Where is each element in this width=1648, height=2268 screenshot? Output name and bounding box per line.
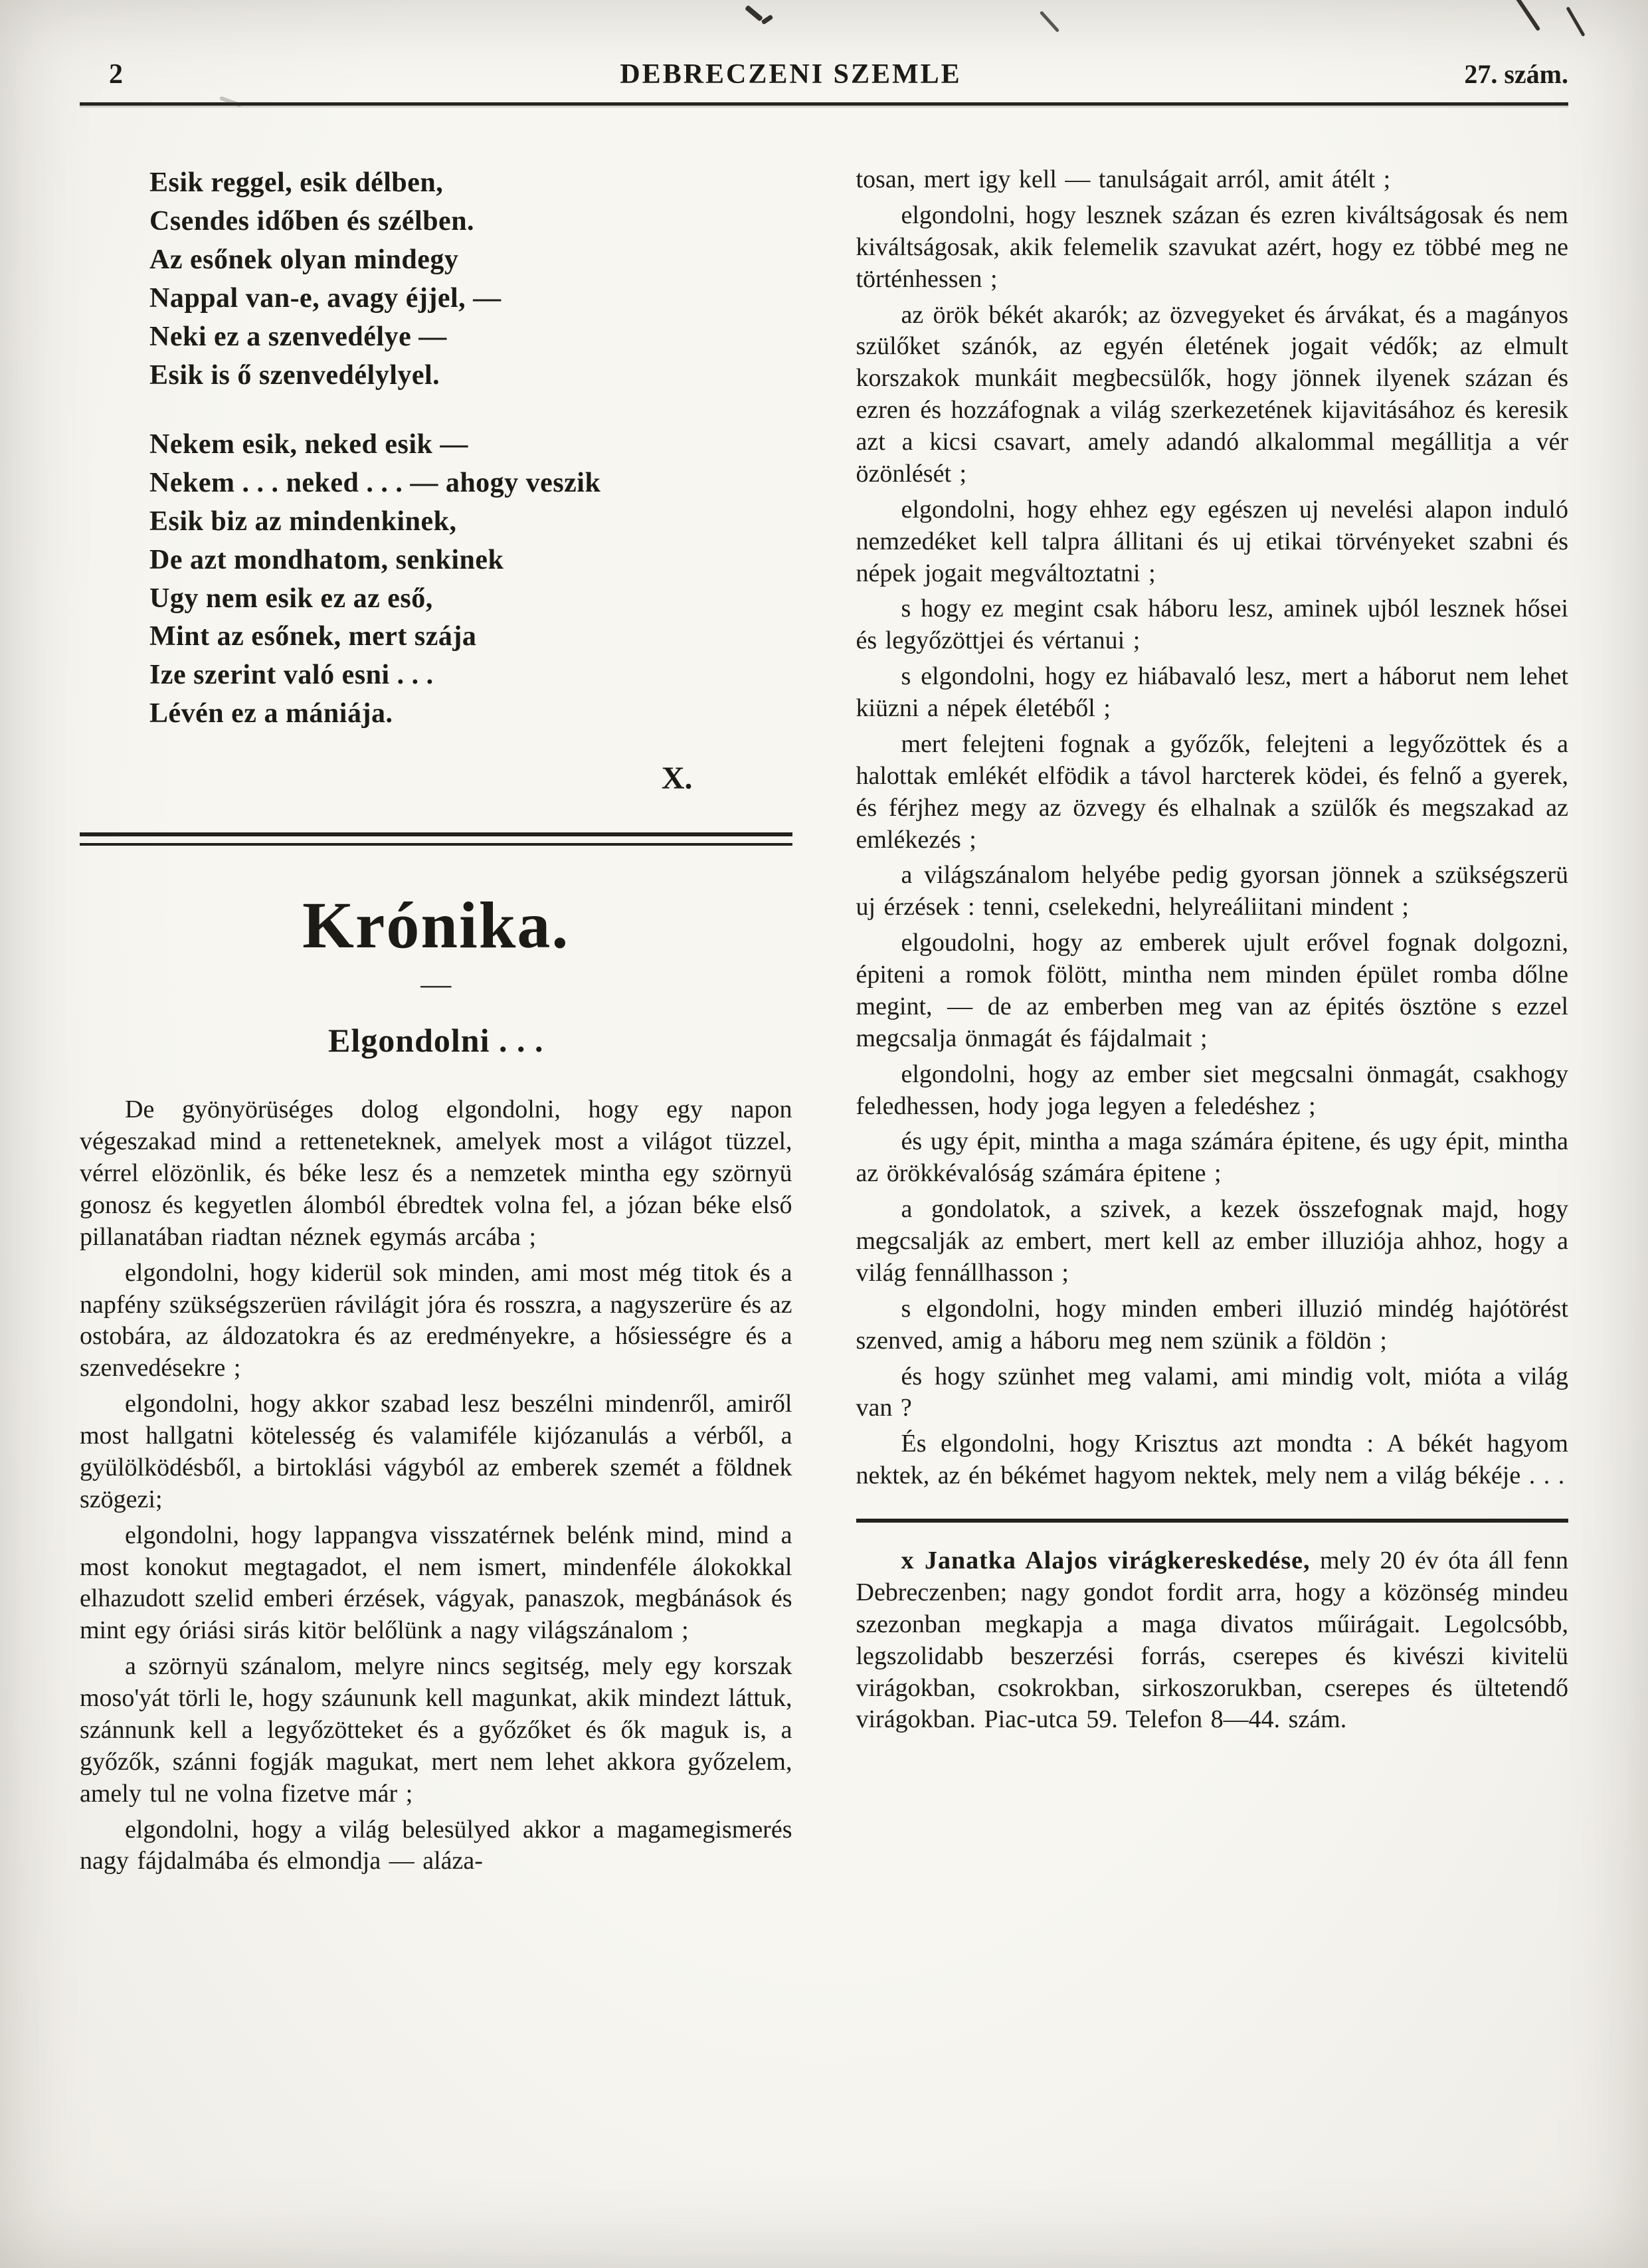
poem-line: De azt mondhatom, senkinek xyxy=(149,544,504,575)
left-column xyxy=(80,164,792,1881)
body-paragraph: elgondolni, hogy kiderül sok minden, ami most még titok és a napfény szükségszerüen rávilágit jóra és rosszra, a nagyszerüre és az ostobára, az áldozatokra és az eredményekre, a hősiességre és a szenvedésekre ; xyxy=(80,1258,792,1382)
right-column xyxy=(856,164,1569,1881)
body-paragraph: s hogy ez megint csak háboru lesz, aminek ujból lesznek hősei és legyőzöttjei és vértanui ; xyxy=(856,595,1568,655)
page-columns xyxy=(80,164,1568,1881)
poem-stanza xyxy=(149,164,792,395)
body-paragraph: elgondolni, hogy lesznek százan és ezren kiváltságosak és nem kiváltságosak, akik felemelik szavukat azért, hogy ez többé meg ne történhessen ; xyxy=(856,201,1568,293)
body-paragraph: s elgondolni, hogy ez hiábavaló lesz, mert a háborut nem lehet kiüzni a népek életéből ; xyxy=(856,662,1568,722)
scan-artifact xyxy=(745,5,763,21)
body-paragraph: az örök békét akarók; az özvegyeket és árvákat, és a magányos szülőket szánók, az egyén életének jogait védők; az elmult korszakok munkáit megbecsülők, hogy jönnek ilyenek százan és ezren és hozzáfognak a világ szerkezetének kijavitásához és keresik azt a kicsi csavart, amely adandó alkalommal megállitja a vér özönlését ; xyxy=(856,300,1568,488)
poem-line: Mint az esőnek, mert szája xyxy=(149,621,477,652)
header-rule xyxy=(80,102,1568,106)
body-paragraph: elgondolni, hogy a világ belesülyed akkor a magamegismerés nagy fájdalmába és elmondja — aláza- xyxy=(80,1815,792,1875)
body-paragraph: mert felejteni fognak a győzők, felejteni a legyőzöttek és a halottak emlékét elfödik a távol harcterek ködei, és felnő a gyerek, és férjhez megy az özvegy és elhalnak a szülők és megszakad az emlékezés ; xyxy=(856,729,1568,854)
body-paragraph: elgondolni, hogy lappangva visszatérnek belénk mind, mind a most konokut megtagadot, el nem ismert, mindenféle álokokkal elhazudott szelid emberi érzések, vágyak, panaszok, megbánások és mint egy óriási sirás kitör belőlünk a nagy világszánalom ; xyxy=(80,1521,792,1645)
poem-line: Az esőnek olyan mindegy xyxy=(149,244,459,275)
body-paragraph: tosan, mert igy kell — tanulságait arról, amit átélt ; xyxy=(856,165,1391,193)
poem-line: Ize szerint való esni . . . xyxy=(149,660,434,691)
page-header xyxy=(80,58,1568,90)
poem-line: Esik biz az mindenkinek, xyxy=(149,506,457,537)
body-paragraph: elgondolni, hogy ehhez egy egészen uj nevelési alapon induló nemzedéket kell talpra állitani és uj etikai törvényeket szabni és népek jogait megváltoztatni ; xyxy=(856,495,1568,587)
poem-line: Esik reggel, esik délben, xyxy=(149,167,444,198)
poem-stanza xyxy=(149,426,792,734)
body-paragraph: elgoudolni, hogy az emberek ujult erővel fognak dolgozni, épiteni a romok fölött, mintha nem minden épület romba dőlne megint, — de az emberben meg van az épités ösztöne s ezzel megcsalja önmagát és fájdalmait ; xyxy=(856,929,1568,1052)
ad-lead: x Janatka Alajos virágkereskedése, xyxy=(901,1547,1311,1574)
body-paragraph: És elgondolni, hogy Krisztus azt mondta : A békét hagyom nektek, az én békémet hagyom nektek, mely nem a világ békéje . . . xyxy=(856,1430,1568,1490)
issue-number: 27. szám. xyxy=(1464,59,1568,89)
poem-line: Lévén ez a mániája. xyxy=(149,698,393,729)
ad-divider xyxy=(856,1519,1569,1523)
section-dash: — xyxy=(420,967,452,1001)
body-paragraph: elgondolni, hogy akkor szabad lesz beszélni mindenről, amiről most hallgatni kötelesség és valamiféle kijózanulás a vérből, a gyülölködésből, a birtoklási vágyból az emberek szemét a földnek szögezi; xyxy=(80,1390,792,1513)
page-number: 2 xyxy=(109,59,123,90)
poem-line: Nekem . . . neked . . . — ahogy veszik xyxy=(149,467,601,498)
scan-artifact xyxy=(1040,11,1059,33)
body-paragraph: a világszánalom helyébe pedig gyorsan jönnek a szükségszerü uj érzések : tenni, cselekedni, helyreáliitani mindent ; xyxy=(856,861,1568,921)
body-paragraph: elgondolni, hogy az ember siet megcsalni önmagát, csakhogy feledhessen, hody joga legyen a feledéshez ; xyxy=(856,1060,1568,1120)
scan-artifact xyxy=(219,96,242,107)
poem-line: Ugy nem esik ez az eső, xyxy=(149,583,433,614)
body-paragraph: a szörnyü szánalom, melyre nincs segitség, mely egy korszak moso'yát törli le, hogy száununk kell magunkat, akik mindezt láttuk, szánnunk kell a legyőzötteket és a győzőket és ők maguk is, a győzők, szánni fogják magukat, mert nem lehet akkora győzelem, amely tul ne volna fizetve már ; xyxy=(80,1652,792,1808)
ad-text: mely 20 év óta áll fenn Debreczenben; nagy gondot fordit arra, hogy a közönség mindeu szezonban megkapja a maga divatos műirágait. Legolcsóbb, legszolidabb beszerzési forrás, cserepes és kivészi kivitelü virágokban, csokrokban, sirkoszorukban, cserepes és ültetendő virágokban. Piac-utca 59. Telefon 8—44. szám. xyxy=(856,1547,1568,1734)
scan-artifact xyxy=(1566,7,1585,37)
section-title: Krónika. xyxy=(302,888,570,963)
publication-title: DEBRECZENI SZEMLE xyxy=(620,59,962,90)
scan-artifact xyxy=(1514,0,1541,31)
section-divider xyxy=(80,832,792,846)
body-paragraph: és ugy épit, mintha a maga számára épitene, és ugy épit, mintha az örökkévalóság számára épitene ; xyxy=(856,1127,1568,1188)
advertisement xyxy=(856,1545,1569,1736)
body-paragraph: a gondolatok, a szivek, a kezek összefognak majd, hogy megcsalják az embert, mert kell az ember illuziója ahhoz, hogy a világ fennállhasson ; xyxy=(856,1195,1568,1287)
poem-line: Nekem esik, neked esik — xyxy=(149,428,468,460)
body-paragraph: De gyönyörüséges dolog elgondolni, hogy egy napon végeszakad mind a retteneteknek, amelyek most a világot tüzzel, vérrel elözönlik, és béke lesz és a nemzetek mintha egy szörnyü gonosz és kegyetlen álomból ébredtek volna fel, a józan béke első pillanatában riadtan néznek egymás arcába ; xyxy=(80,1095,792,1251)
poem-line: Nappal van-e, avagy éjjel, — xyxy=(149,282,502,314)
poem-line: Neki ez a szenvedélye — xyxy=(149,321,447,352)
poem-line: Esik is ő szenvedélylyel. xyxy=(149,359,440,391)
scan-artifact xyxy=(761,15,774,25)
body-paragraph: és hogy szünhet meg valami, ami mindig volt, mióta a világ van ? xyxy=(856,1362,1568,1422)
poem xyxy=(149,164,792,733)
article-title: Elgondolni . . . xyxy=(328,1022,544,1060)
body-paragraph: s elgondolni, hogy minden emberi illuzió mindég hajótörést szenved, amig a háboru meg nem szünik a földön ; xyxy=(856,1294,1568,1355)
poem-line: Csendes időben és szélben. xyxy=(149,205,475,236)
poem-signature: X. xyxy=(661,761,693,797)
